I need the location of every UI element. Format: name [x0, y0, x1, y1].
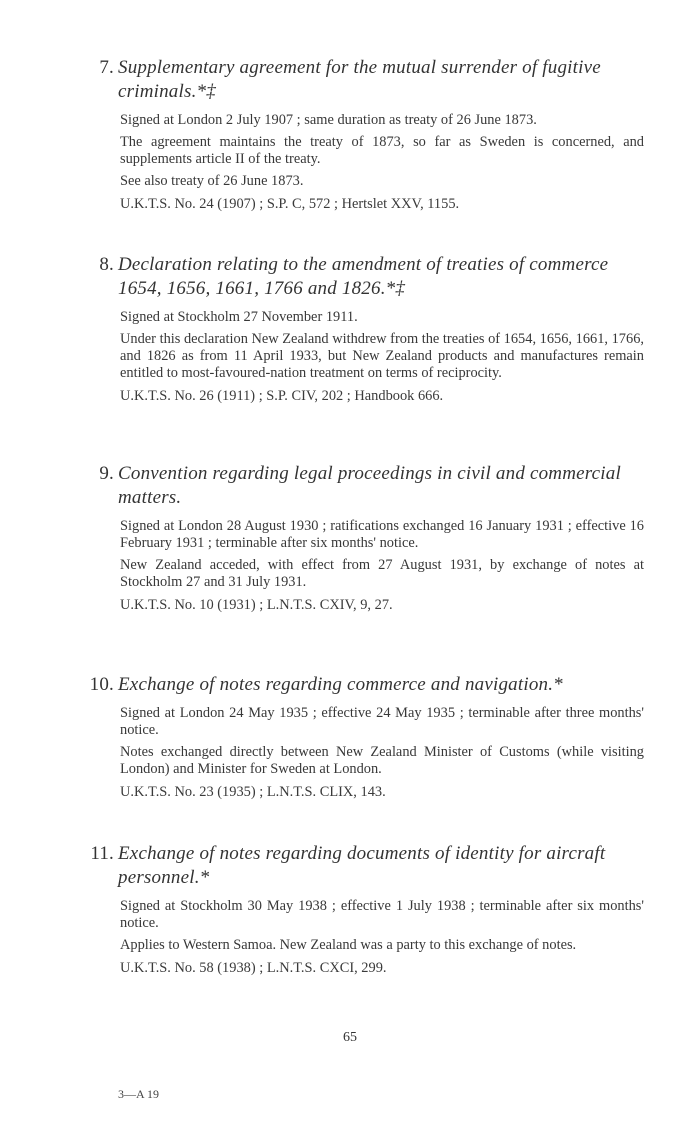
entry-heading — [89, 673, 648, 697]
treaty-entry-11 — [0, 842, 700, 977]
entry-paragraph: Signed at Stockholm 30 May 1938 ; effective 1 July 1938 ; terminable after six months' notice. — [120, 898, 644, 931]
entry-paragraph: Signed at London 24 May 1935 ; effective 24 May 1935 ; terminable after three months' notice. — [120, 705, 644, 738]
entry-number: 10. — [89, 674, 114, 695]
entry-paragraph: Under this declaration New Zealand withdrew from the treaties of 1654, 1656, 1661, 1766, and 1826 as from 11 April 1933, but New Zealand products and manufactures remain entitled to most-favoured-nation treatment on terms of reciprocity. — [120, 331, 644, 381]
entry-number: 9. — [99, 463, 114, 484]
entry-number: 7. — [99, 57, 114, 78]
entry-title: Exchange of notes regarding documents of identity for aircraft personnel.* — [118, 843, 606, 888]
entry-references: U.K.T.S. No. 23 (1935) ; L.N.T.S. CLIX, 143. — [120, 784, 386, 800]
entry-title: Supplementary agreement for the mutual surrender of fugitive criminals.*‡ — [118, 57, 601, 102]
entry-number: 11. — [90, 843, 114, 864]
treaty-entry-8 — [0, 253, 700, 405]
entry-paragraph: See also treaty of 26 June 1873. — [120, 173, 304, 189]
entry-references: U.K.T.S. No. 10 (1931) ; L.N.T.S. CXIV, 9, 27. — [120, 597, 393, 613]
entry-heading — [99, 462, 648, 510]
entry-paragraph: Signed at Stockholm 27 November 1911. — [120, 309, 358, 325]
entry-paragraph: New Zealand acceded, with effect from 27 August 1931, by exchange of notes at Stockholm 27 and 31 July 1931. — [120, 557, 644, 590]
entry-title: Declaration relating to the amendment of treaties of commerce 1654, 1656, 1661, 1766 and 1826.*‡ — [118, 254, 609, 299]
treaty-entry-7 — [0, 56, 700, 213]
page-number: 65 — [343, 1030, 357, 1045]
entry-paragraph: Notes exchanged directly between New Zealand Minister of Customs (while visiting London) and Minister for Sweden at London. — [120, 744, 644, 777]
entry-paragraph: Signed at London 28 August 1930 ; ratifications exchanged 16 January 1931 ; effective 16 February 1931 ; terminable after six months' notice. — [120, 518, 644, 551]
entry-heading — [99, 253, 648, 301]
entry-references: U.K.T.S. No. 24 (1907) ; S.P. C, 572 ; Hertslet XXV, 1155. — [120, 196, 460, 212]
footer-code: 3—A 19 — [118, 1087, 160, 1101]
entry-title: Exchange of notes regarding commerce and navigation.* — [118, 674, 563, 695]
entry-heading — [90, 842, 648, 890]
entry-paragraph: Signed at London 2 July 1907 ; same duration as treaty of 26 June 1873. — [120, 112, 537, 128]
entry-number: 8. — [99, 254, 114, 275]
entry-paragraph: The agreement maintains the treaty of 1873, so far as Sweden is concerned, and supplements article II of the treaty. — [120, 134, 644, 167]
treaty-entry-9 — [0, 462, 700, 614]
entry-paragraph: Applies to Western Samoa. New Zealand was a party to this exchange of notes. — [120, 937, 577, 953]
entry-title: Convention regarding legal proceedings in civil and commercial matters. — [118, 463, 621, 508]
entry-heading — [99, 56, 648, 104]
entry-references: U.K.T.S. No. 58 (1938) ; L.N.T.S. CXCI, 299. — [120, 960, 387, 976]
treaty-entry-10 — [0, 673, 700, 801]
entry-references: U.K.T.S. No. 26 (1911) ; S.P. CIV, 202 ; Handbook 666. — [120, 388, 444, 404]
